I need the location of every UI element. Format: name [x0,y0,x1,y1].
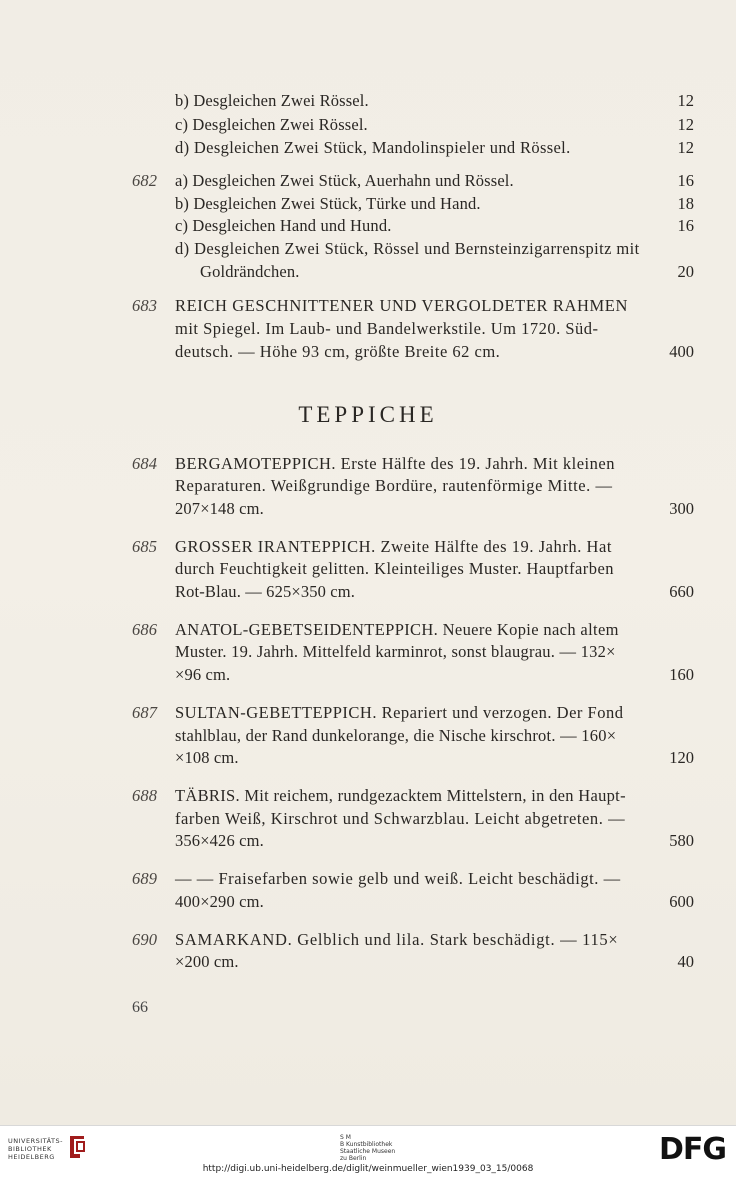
entry-price: 16 [677,216,694,235]
entry-line: REICH GESCHNITTENER UND VERGOLDETER RAHMEN [175,296,628,315]
entry-price: 12 [677,115,694,134]
entry-line: 356×426 cm. [175,831,264,850]
credit-line: S M [340,1134,351,1141]
dfg-logo[interactable]: DFG [658,1132,726,1167]
lot-number: 685 [132,537,158,556]
entry-price: 580 [669,831,694,850]
entry-line: SULTAN-GEBETTEPPICH. Repariert und verzogen. Der Fond [175,703,624,722]
lot-number: 682 [132,171,158,190]
entry-line: c) Desgleichen Zwei Rössel. [175,115,368,134]
entry-line: b) Desgleichen Zwei Rössel. [175,91,369,110]
entry-line: farben Weiß, Kirschrot und Schwarzblau. Leicht abgetreten. — [175,809,626,828]
entry-price: 160 [669,665,694,684]
museum-credit [340,1134,395,1162]
viewer-footer [0,1125,736,1178]
entry-line: 207×148 cm. [175,499,264,518]
entry-line: 400×290 cm. [175,892,264,911]
entry-price: 12 [677,138,694,157]
library-name[interactable] [8,1137,63,1161]
library-logo-icon[interactable] [66,1134,88,1160]
entry-line: Goldrändchen. [200,262,300,281]
entry-line: ANATOL-GEBETSEIDENTEPPICH. Neuere Kopie nach altem [175,620,619,639]
lot-number: 688 [132,786,158,805]
entry-line: stahlblau, der Rand dunkelorange, die Nische kirschrot. — 160× [175,726,617,745]
lot-number: 690 [132,930,158,949]
entry-line: mit Spiegel. Im Laub- und Bandelwerkstile. Um 1720. Süd- [175,319,599,338]
entry-line: GROSSER IRANTEPPICH. Zweite Hälfte des 19. Jahrh. Hat [175,537,613,556]
entry-line: b) Desgleichen Zwei Stück, Türke und Hand. [175,194,481,213]
entry-line: TÄBRIS. Mit reichem, rundgezacktem Mittelstern, in den Haupt- [175,786,626,805]
lot-number: 683 [132,296,158,315]
entry-line: d) Desgleichen Zwei Stück, Mandolinspieler und Rössel. [175,138,571,157]
credit-line: B Kunstbibliothek [340,1141,393,1148]
entry-price: 18 [677,194,694,213]
entry-price: 16 [677,171,694,190]
entry-price: 300 [669,499,694,518]
permalink-url[interactable]: http://digi.ub.uni-heidelberg.de/diglit/weinmueller_wien1939_03_15/0068 [202,1164,534,1174]
entry-line: BERGAMOTEPPICH. Erste Hälfte des 19. Jahrh. Mit kleinen [175,454,615,473]
entry-price: 400 [669,342,694,361]
section-title: TEPPICHE [298,402,438,427]
library-line: UNIVERSITÄTS- [8,1137,63,1145]
entry-line: Rot-Blau. — 625×350 cm. [175,582,356,601]
credit-line: zu Berlin [340,1155,367,1162]
entry-line: Muster. 19. Jahrh. Mittelfeld karminrot, sonst blaugrau. — 132× [175,642,616,661]
entry-line: ×108 cm. [175,748,239,767]
library-line: BIBLIOTHEK [8,1145,52,1153]
entry-price: 12 [677,91,694,110]
library-line: HEIDELBERG [8,1153,55,1161]
entry-price: 40 [677,952,694,971]
entry-line: durch Feuchtigkeit gelitten. Kleinteiliges Muster. Hauptfarben [175,559,614,578]
entry-price: 600 [669,892,694,911]
entry-line: d) Desgleichen Zwei Stück, Rössel und Bernsteinzigarrenspitz mit [175,239,640,258]
entry-price: 120 [669,748,694,767]
entry-line: c) Desgleichen Hand und Hund. [175,216,392,235]
entry-price: 20 [677,262,694,281]
lot-number: 689 [132,869,158,888]
lot-number: 686 [132,620,158,639]
entry-price: 660 [669,582,694,601]
entry-line: — — Fraisefarben sowie gelb und weiß. Leicht beschädigt. — [175,869,621,888]
credit-line: Staatliche Museen [340,1148,396,1155]
entry-line: Reparaturen. Weißgrundige Bordüre, rautenförmige Mitte. — [175,476,613,495]
entry-line: SAMARKAND. Gelblich und lila. Stark beschädigt. — 115× [175,930,619,949]
entry-line: a) Desgleichen Zwei Stück, Auerhahn und Rössel. [175,171,514,190]
page-number: 66 [132,999,148,1016]
entry-line: ×96 cm. [175,665,231,684]
entry-line: deutsch. — Höhe 93 cm, größte Breite 62 cm. [175,342,501,361]
lot-number: 687 [132,703,158,722]
lot-number: 684 [132,454,158,473]
entry-line: ×200 cm. [175,952,239,971]
